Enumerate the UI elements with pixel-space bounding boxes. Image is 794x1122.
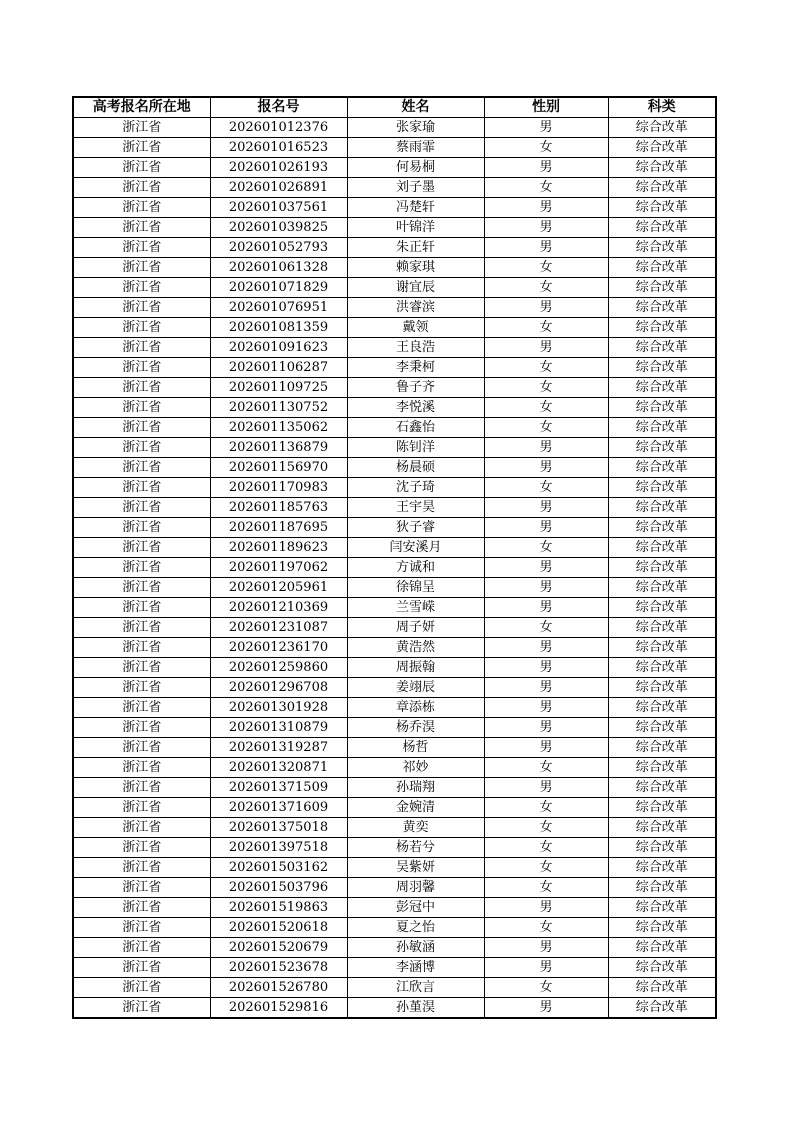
cell-gender: 女 xyxy=(484,478,608,498)
cell-region: 浙江省 xyxy=(73,978,210,998)
admission-list-sheet xyxy=(72,96,715,1019)
cell-registration-number: 202601503162 xyxy=(210,858,347,878)
cell-registration-number: 202601106287 xyxy=(210,358,347,378)
table-row xyxy=(73,498,716,518)
cell-region: 浙江省 xyxy=(73,898,210,918)
cell-name: 戴领 xyxy=(347,318,484,338)
cell-region: 浙江省 xyxy=(73,498,210,518)
cell-name: 孙瑞翔 xyxy=(347,778,484,798)
cell-subject-category: 综合改革 xyxy=(608,718,716,738)
table-row xyxy=(73,418,716,438)
cell-subject-category: 综合改革 xyxy=(608,918,716,938)
table-row xyxy=(73,738,716,758)
cell-registration-number: 202601236170 xyxy=(210,638,347,658)
cell-subject-category: 综合改革 xyxy=(608,638,716,658)
cell-gender: 女 xyxy=(484,418,608,438)
cell-region: 浙江省 xyxy=(73,158,210,178)
cell-name: 闫安溪月 xyxy=(347,538,484,558)
table-row xyxy=(73,378,716,398)
cell-region: 浙江省 xyxy=(73,178,210,198)
cell-name: 黄浩然 xyxy=(347,638,484,658)
cell-gender: 女 xyxy=(484,378,608,398)
cell-region: 浙江省 xyxy=(73,578,210,598)
cell-region: 浙江省 xyxy=(73,278,210,298)
cell-name: 鲁子齐 xyxy=(347,378,484,398)
cell-name: 张家瑜 xyxy=(347,118,484,138)
cell-registration-number: 202601026193 xyxy=(210,158,347,178)
cell-gender: 女 xyxy=(484,818,608,838)
cell-registration-number: 202601371509 xyxy=(210,778,347,798)
cell-registration-number: 202601523678 xyxy=(210,958,347,978)
cell-name: 陈钊洋 xyxy=(347,438,484,458)
cell-registration-number: 202601231087 xyxy=(210,618,347,638)
cell-subject-category: 综合改革 xyxy=(608,118,716,138)
table-row xyxy=(73,718,716,738)
cell-name: 狄子睿 xyxy=(347,518,484,538)
cell-subject-category: 综合改革 xyxy=(608,498,716,518)
table-row xyxy=(73,278,716,298)
table-row xyxy=(73,298,716,318)
cell-registration-number: 202601071829 xyxy=(210,278,347,298)
table-row xyxy=(73,118,716,138)
cell-registration-number: 202601170983 xyxy=(210,478,347,498)
cell-name: 周子妍 xyxy=(347,618,484,638)
cell-gender: 女 xyxy=(484,918,608,938)
cell-name: 孙敏涵 xyxy=(347,938,484,958)
cell-subject-category: 综合改革 xyxy=(608,458,716,478)
cell-region: 浙江省 xyxy=(73,218,210,238)
table-row xyxy=(73,318,716,338)
cell-name: 谢宜辰 xyxy=(347,278,484,298)
cell-name: 冯楚轩 xyxy=(347,198,484,218)
table-row xyxy=(73,978,716,998)
cell-subject-category: 综合改革 xyxy=(608,438,716,458)
cell-name: 黄奕 xyxy=(347,818,484,838)
cell-region: 浙江省 xyxy=(73,358,210,378)
cell-name: 祁妙 xyxy=(347,758,484,778)
cell-subject-category: 综合改革 xyxy=(608,938,716,958)
cell-subject-category: 综合改革 xyxy=(608,538,716,558)
cell-region: 浙江省 xyxy=(73,378,210,398)
table-row xyxy=(73,238,716,258)
table-row xyxy=(73,518,716,538)
table-row xyxy=(73,818,716,838)
cell-registration-number: 202601526780 xyxy=(210,978,347,998)
cell-registration-number: 202601026891 xyxy=(210,178,347,198)
header-name: 姓名 xyxy=(347,97,484,118)
cell-registration-number: 202601529816 xyxy=(210,998,347,1019)
table-row xyxy=(73,618,716,638)
cell-registration-number: 202601197062 xyxy=(210,558,347,578)
table-row xyxy=(73,558,716,578)
cell-subject-category: 综合改革 xyxy=(608,658,716,678)
cell-gender: 男 xyxy=(484,218,608,238)
cell-region: 浙江省 xyxy=(73,538,210,558)
cell-gender: 男 xyxy=(484,598,608,618)
cell-region: 浙江省 xyxy=(73,418,210,438)
admission-table xyxy=(72,96,717,1019)
cell-name: 杨晨硕 xyxy=(347,458,484,478)
cell-subject-category: 综合改革 xyxy=(608,698,716,718)
table-row xyxy=(73,398,716,418)
cell-subject-category: 综合改革 xyxy=(608,398,716,418)
cell-name: 吴紫妍 xyxy=(347,858,484,878)
table-row xyxy=(73,158,716,178)
cell-name: 王良浩 xyxy=(347,338,484,358)
cell-region: 浙江省 xyxy=(73,558,210,578)
table-row xyxy=(73,198,716,218)
cell-subject-category: 综合改革 xyxy=(608,678,716,698)
cell-name: 李涵博 xyxy=(347,958,484,978)
cell-name: 沈子琦 xyxy=(347,478,484,498)
table-row xyxy=(73,258,716,278)
header-row xyxy=(73,97,716,118)
cell-subject-category: 综合改革 xyxy=(608,338,716,358)
cell-gender: 女 xyxy=(484,878,608,898)
cell-subject-category: 综合改革 xyxy=(608,418,716,438)
cell-region: 浙江省 xyxy=(73,638,210,658)
cell-name: 徐锦呈 xyxy=(347,578,484,598)
table-header xyxy=(73,97,716,118)
cell-registration-number: 202601296708 xyxy=(210,678,347,698)
cell-region: 浙江省 xyxy=(73,698,210,718)
cell-gender: 男 xyxy=(484,678,608,698)
cell-name: 赖家琪 xyxy=(347,258,484,278)
cell-name: 周羽馨 xyxy=(347,878,484,898)
cell-gender: 男 xyxy=(484,718,608,738)
cell-subject-category: 综合改革 xyxy=(608,898,716,918)
cell-name: 杨乔淏 xyxy=(347,718,484,738)
cell-gender: 男 xyxy=(484,958,608,978)
cell-name: 李秉柯 xyxy=(347,358,484,378)
cell-region: 浙江省 xyxy=(73,878,210,898)
cell-registration-number: 202601061328 xyxy=(210,258,347,278)
cell-subject-category: 综合改革 xyxy=(608,318,716,338)
table-row xyxy=(73,218,716,238)
cell-gender: 女 xyxy=(484,358,608,378)
table-row xyxy=(73,438,716,458)
cell-gender: 男 xyxy=(484,698,608,718)
cell-subject-category: 综合改革 xyxy=(608,238,716,258)
cell-subject-category: 综合改革 xyxy=(608,158,716,178)
table-row xyxy=(73,898,716,918)
cell-registration-number: 202601012376 xyxy=(210,118,347,138)
cell-name: 金婉清 xyxy=(347,798,484,818)
cell-region: 浙江省 xyxy=(73,118,210,138)
cell-registration-number: 202601037561 xyxy=(210,198,347,218)
table-row xyxy=(73,638,716,658)
cell-gender: 男 xyxy=(484,118,608,138)
table-row xyxy=(73,798,716,818)
cell-subject-category: 综合改革 xyxy=(608,518,716,538)
cell-subject-category: 综合改革 xyxy=(608,138,716,158)
cell-subject-category: 综合改革 xyxy=(608,278,716,298)
cell-registration-number: 202601189623 xyxy=(210,538,347,558)
cell-gender: 男 xyxy=(484,158,608,178)
table-row xyxy=(73,918,716,938)
cell-registration-number: 202601520618 xyxy=(210,918,347,938)
table-row xyxy=(73,338,716,358)
cell-name: 孙堇淏 xyxy=(347,998,484,1019)
cell-subject-category: 综合改革 xyxy=(608,818,716,838)
cell-registration-number: 202601109725 xyxy=(210,378,347,398)
cell-registration-number: 202601205961 xyxy=(210,578,347,598)
cell-region: 浙江省 xyxy=(73,798,210,818)
header-subject-category: 科类 xyxy=(608,97,716,118)
table-row xyxy=(73,358,716,378)
table-row xyxy=(73,598,716,618)
cell-subject-category: 综合改革 xyxy=(608,578,716,598)
table-row xyxy=(73,538,716,558)
cell-subject-category: 综合改革 xyxy=(608,558,716,578)
cell-registration-number: 202601136879 xyxy=(210,438,347,458)
cell-name: 兰雪嵘 xyxy=(347,598,484,618)
table-row xyxy=(73,938,716,958)
table-row xyxy=(73,658,716,678)
cell-name: 夏之怡 xyxy=(347,918,484,938)
table-row xyxy=(73,958,716,978)
cell-region: 浙江省 xyxy=(73,338,210,358)
cell-region: 浙江省 xyxy=(73,398,210,418)
cell-subject-category: 综合改革 xyxy=(608,738,716,758)
cell-region: 浙江省 xyxy=(73,478,210,498)
cell-subject-category: 综合改革 xyxy=(608,378,716,398)
cell-gender: 女 xyxy=(484,758,608,778)
cell-subject-category: 综合改革 xyxy=(608,778,716,798)
cell-subject-category: 综合改革 xyxy=(608,218,716,238)
cell-registration-number: 202601130752 xyxy=(210,398,347,418)
cell-gender: 男 xyxy=(484,338,608,358)
cell-subject-category: 综合改革 xyxy=(608,258,716,278)
cell-subject-category: 综合改革 xyxy=(608,878,716,898)
cell-region: 浙江省 xyxy=(73,238,210,258)
cell-region: 浙江省 xyxy=(73,678,210,698)
cell-region: 浙江省 xyxy=(73,458,210,478)
cell-gender: 女 xyxy=(484,138,608,158)
cell-name: 王宇昊 xyxy=(347,498,484,518)
cell-gender: 男 xyxy=(484,778,608,798)
cell-name: 石鑫怡 xyxy=(347,418,484,438)
cell-gender: 男 xyxy=(484,578,608,598)
cell-gender: 女 xyxy=(484,278,608,298)
cell-subject-category: 综合改革 xyxy=(608,478,716,498)
cell-name: 李悦溪 xyxy=(347,398,484,418)
cell-gender: 女 xyxy=(484,398,608,418)
cell-gender: 男 xyxy=(484,638,608,658)
cell-gender: 男 xyxy=(484,298,608,318)
cell-subject-category: 综合改革 xyxy=(608,598,716,618)
cell-gender: 男 xyxy=(484,938,608,958)
table-row xyxy=(73,138,716,158)
cell-gender: 女 xyxy=(484,838,608,858)
cell-name: 江欣言 xyxy=(347,978,484,998)
cell-registration-number: 202601210369 xyxy=(210,598,347,618)
table-row xyxy=(73,478,716,498)
cell-registration-number: 202601397518 xyxy=(210,838,347,858)
cell-registration-number: 202601185763 xyxy=(210,498,347,518)
table-row xyxy=(73,178,716,198)
cell-registration-number: 202601052793 xyxy=(210,238,347,258)
cell-gender: 女 xyxy=(484,858,608,878)
cell-registration-number: 202601519863 xyxy=(210,898,347,918)
cell-gender: 男 xyxy=(484,738,608,758)
table-row xyxy=(73,778,716,798)
table-row xyxy=(73,698,716,718)
cell-name: 章添栋 xyxy=(347,698,484,718)
table-row xyxy=(73,758,716,778)
cell-region: 浙江省 xyxy=(73,778,210,798)
table-row xyxy=(73,678,716,698)
cell-region: 浙江省 xyxy=(73,318,210,338)
cell-subject-category: 综合改革 xyxy=(608,978,716,998)
cell-gender: 男 xyxy=(484,498,608,518)
cell-registration-number: 202601039825 xyxy=(210,218,347,238)
cell-name: 何易桐 xyxy=(347,158,484,178)
cell-name: 周振翰 xyxy=(347,658,484,678)
cell-region: 浙江省 xyxy=(73,818,210,838)
cell-gender: 女 xyxy=(484,538,608,558)
table-body xyxy=(73,118,716,1019)
table-row xyxy=(73,838,716,858)
cell-region: 浙江省 xyxy=(73,198,210,218)
cell-region: 浙江省 xyxy=(73,598,210,618)
cell-subject-category: 综合改革 xyxy=(608,858,716,878)
cell-gender: 女 xyxy=(484,258,608,278)
cell-gender: 男 xyxy=(484,558,608,578)
cell-name: 刘子墨 xyxy=(347,178,484,198)
cell-gender: 男 xyxy=(484,198,608,218)
cell-region: 浙江省 xyxy=(73,518,210,538)
cell-gender: 男 xyxy=(484,518,608,538)
cell-name: 杨若兮 xyxy=(347,838,484,858)
cell-name: 杨哲 xyxy=(347,738,484,758)
cell-gender: 女 xyxy=(484,318,608,338)
cell-registration-number: 202601375018 xyxy=(210,818,347,838)
cell-name: 姜翊辰 xyxy=(347,678,484,698)
cell-region: 浙江省 xyxy=(73,138,210,158)
cell-registration-number: 202601259860 xyxy=(210,658,347,678)
cell-gender: 男 xyxy=(484,458,608,478)
cell-registration-number: 202601520679 xyxy=(210,938,347,958)
cell-registration-number: 202601503796 xyxy=(210,878,347,898)
cell-gender: 男 xyxy=(484,438,608,458)
cell-region: 浙江省 xyxy=(73,998,210,1019)
table-row xyxy=(73,578,716,598)
cell-subject-category: 综合改革 xyxy=(608,838,716,858)
cell-registration-number: 202601371609 xyxy=(210,798,347,818)
cell-registration-number: 202601301928 xyxy=(210,698,347,718)
header-registration-number: 报名号 xyxy=(210,97,347,118)
cell-region: 浙江省 xyxy=(73,718,210,738)
cell-registration-number: 202601016523 xyxy=(210,138,347,158)
cell-gender: 女 xyxy=(484,618,608,638)
cell-registration-number: 202601091623 xyxy=(210,338,347,358)
cell-registration-number: 202601310879 xyxy=(210,718,347,738)
cell-region: 浙江省 xyxy=(73,858,210,878)
cell-region: 浙江省 xyxy=(73,738,210,758)
cell-region: 浙江省 xyxy=(73,618,210,638)
cell-region: 浙江省 xyxy=(73,658,210,678)
table-row xyxy=(73,458,716,478)
cell-name: 叶锦洋 xyxy=(347,218,484,238)
table-row xyxy=(73,998,716,1019)
cell-name: 方诚和 xyxy=(347,558,484,578)
cell-gender: 女 xyxy=(484,978,608,998)
cell-gender: 女 xyxy=(484,178,608,198)
table-row xyxy=(73,878,716,898)
cell-region: 浙江省 xyxy=(73,838,210,858)
cell-name: 蔡雨霏 xyxy=(347,138,484,158)
cell-region: 浙江省 xyxy=(73,938,210,958)
cell-region: 浙江省 xyxy=(73,438,210,458)
table-row xyxy=(73,858,716,878)
cell-subject-category: 综合改革 xyxy=(608,798,716,818)
cell-registration-number: 202601187695 xyxy=(210,518,347,538)
cell-subject-category: 综合改革 xyxy=(608,998,716,1019)
cell-subject-category: 综合改革 xyxy=(608,758,716,778)
cell-subject-category: 综合改革 xyxy=(608,358,716,378)
cell-registration-number: 202601156970 xyxy=(210,458,347,478)
cell-gender: 男 xyxy=(484,898,608,918)
cell-gender: 男 xyxy=(484,238,608,258)
cell-region: 浙江省 xyxy=(73,758,210,778)
cell-gender: 男 xyxy=(484,658,608,678)
cell-registration-number: 202601319287 xyxy=(210,738,347,758)
cell-registration-number: 202601076951 xyxy=(210,298,347,318)
cell-subject-category: 综合改革 xyxy=(608,198,716,218)
cell-subject-category: 综合改革 xyxy=(608,958,716,978)
cell-registration-number: 202601135062 xyxy=(210,418,347,438)
cell-gender: 男 xyxy=(484,998,608,1019)
cell-subject-category: 综合改革 xyxy=(608,618,716,638)
cell-region: 浙江省 xyxy=(73,298,210,318)
cell-region: 浙江省 xyxy=(73,958,210,978)
cell-region: 浙江省 xyxy=(73,918,210,938)
cell-registration-number: 202601081359 xyxy=(210,318,347,338)
cell-name: 彭冠中 xyxy=(347,898,484,918)
cell-region: 浙江省 xyxy=(73,258,210,278)
cell-subject-category: 综合改革 xyxy=(608,178,716,198)
cell-registration-number: 202601320871 xyxy=(210,758,347,778)
cell-subject-category: 综合改革 xyxy=(608,298,716,318)
header-gender: 性别 xyxy=(484,97,608,118)
cell-name: 洪睿滨 xyxy=(347,298,484,318)
cell-gender: 女 xyxy=(484,798,608,818)
cell-name: 朱正轩 xyxy=(347,238,484,258)
header-region: 高考报名所在地 xyxy=(73,97,210,118)
